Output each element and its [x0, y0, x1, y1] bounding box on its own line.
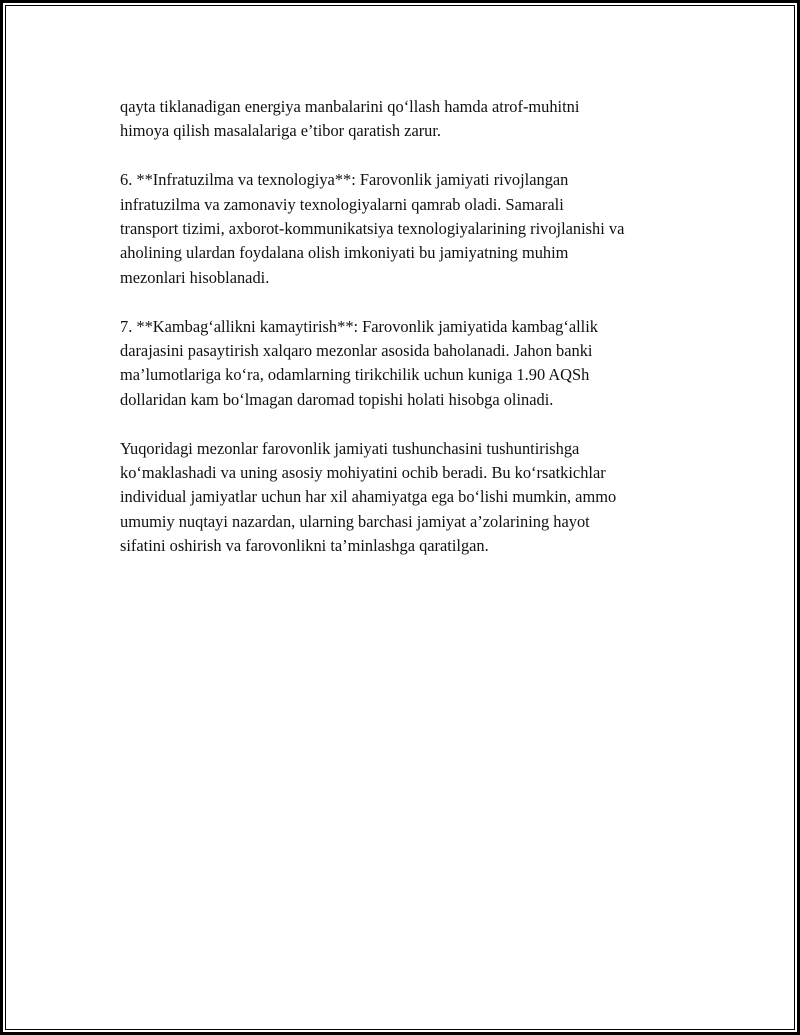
paragraph-line: infratuzilma va zamonaviy texnologiyalarni qamrab oladi. Samarali [120, 194, 564, 214]
paragraph-line: Yuqoridagi mezonlar farovonlik jamiyati tushunchasini tushuntirishga [120, 438, 580, 458]
paragraph-conclusion [120, 437, 700, 559]
paragraph-line: 7. **Kambag‘allikni kamaytirish**: Farovonlik jamiyatida kambag‘allik [120, 316, 598, 336]
paragraph-line: himoya qilish masalalariga e’tibor qaratish zarur. [120, 121, 442, 141]
paragraph-line: umumiy nuqtayi nazardan, ularning barchasi jamiyat a’zolarining hayot [120, 511, 590, 531]
paragraph-line: individual jamiyatlar uchun har xil ahamiyatga ega bo‘lishi mumkin, ammo [120, 487, 617, 507]
paragraph-line: darajasini pasaytirish xalqaro mezonlar asosida baholanadi. Jahon banki [120, 341, 593, 361]
paragraph-line: dollaridan kam bo‘lmagan daromad topishi holati hisobga olinadi. [120, 389, 554, 409]
paragraph-line: sifatini oshirish va farovonlikni ta’minlashga qaratilgan. [120, 536, 489, 556]
paragraph-line: mezonlari hisoblanadi. [120, 267, 270, 287]
paragraph-line: transport tizimi, axborot-kommunikatsiya texnologiyalarining rivojlanishi va [120, 219, 625, 239]
paragraph-infrastructure [120, 168, 700, 290]
paragraph-line: ko‘maklashadi va uning asosiy mohiyatini ochib beradi. Bu ko‘rsatkichlar [120, 463, 606, 483]
paragraph-line: ma’lumotlariga ko‘ra, odamlarning tirikchilik uchun kuniga 1.90 AQSh [120, 365, 590, 385]
paragraph-line: qayta tiklanadigan energiya manbalarini qo‘llash hamda atrof-muhitni [120, 97, 580, 116]
paragraph-renewable-energy [120, 95, 700, 144]
paragraph-line: 6. **Infratuzilma va texnologiya**: Farovonlik jamiyati rivojlangan [120, 170, 569, 190]
document-body [120, 95, 700, 583]
paragraph-poverty-reduction [120, 315, 700, 413]
paragraph-line: aholining ulardan foydalana olish imkoniyati bu jamiyatning muhim [120, 243, 569, 263]
